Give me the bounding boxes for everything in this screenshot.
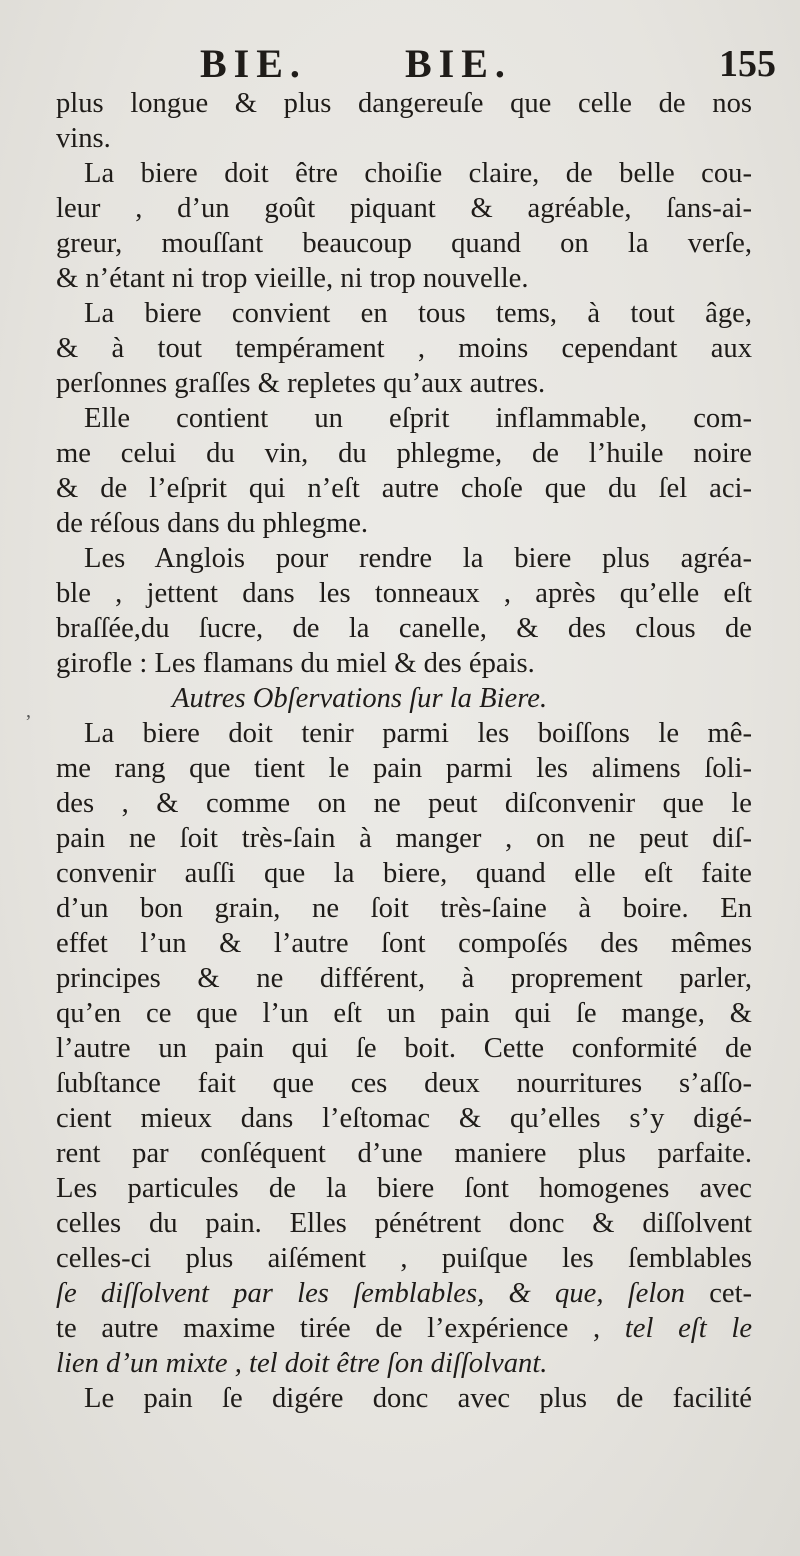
text-line: leur , d’un goût piquant & agréable, ſans-ai- xyxy=(56,193,752,224)
body-text xyxy=(56,86,752,1416)
text-line: qu’en ce que l’un eſt un pain qui ſe mange, & xyxy=(56,998,752,1029)
text-line: des , & comme on ne peut diſconvenir que le xyxy=(56,788,752,819)
text-line: principes & ne différent, à proprement parler, xyxy=(56,963,752,994)
text-line: celles-ci plus aiſément , puiſque les ſemblables xyxy=(56,1243,752,1274)
text-line: vins. xyxy=(56,123,111,154)
text-line: La biere doit tenir parmi les boiſſons le mê- xyxy=(84,718,752,749)
text-line: ble , jettent dans les tonneaux , après qu’elle eſt xyxy=(56,578,752,609)
page-header xyxy=(0,40,800,90)
text-line: cient mieux dans l’eſtomac & qu’elles s’y digé- xyxy=(56,1103,752,1134)
page-number: 155 xyxy=(719,43,776,85)
text-line: La biere doit être choiſie claire, de belle cou- xyxy=(84,158,752,189)
text-line: rent par conſéquent d’une maniere plus parfaite. xyxy=(56,1138,752,1169)
text-line: ſe diſſolvent par les ſemblables, & que, ſelon cet- xyxy=(56,1278,752,1309)
text-line: l’autre un pain qui ſe boit. Cette conformité de xyxy=(56,1033,752,1064)
text-line: perſonnes graſſes & repletes qu’aux autres. xyxy=(56,368,546,399)
text-line: & de l’eſprit qui n’eſt autre choſe que du ſel aci- xyxy=(56,473,752,504)
text-line: effet l’un & l’autre ſont compoſés des mêmes xyxy=(56,928,752,959)
text-line: greur, mouſſant beaucoup quand on la verſe, xyxy=(56,228,752,259)
margin-mark: , xyxy=(26,700,31,722)
running-head-left: BIE. xyxy=(200,41,307,86)
text-line: La biere convient en tous tems, à tout âge, xyxy=(84,298,752,329)
text-line: te autre maxime tirée de l’expérience , tel eſt le xyxy=(56,1313,752,1344)
text-line: pain ne ſoit très-ſain à manger , on ne peut diſ- xyxy=(56,823,752,854)
text-line: Le pain ſe digére donc avec plus de facilité xyxy=(84,1383,752,1414)
text-line: de réſous dans du phlegme. xyxy=(56,508,369,539)
text-line: d’un bon grain, ne ſoit très-ſaine à boire. En xyxy=(56,893,752,924)
section-heading: Autres Obſervations ſur la Biere. xyxy=(172,683,548,714)
text-line: convenir auſſi que la biere, quand elle eſt faite xyxy=(56,858,752,889)
text-line: ſubſtance fait que ces deux nourritures s’aſſo- xyxy=(56,1068,752,1099)
text-line: celles du pain. Elles pénétrent donc & diſſolvent xyxy=(56,1208,752,1239)
text-line: & n’étant ni trop vieille, ni trop nouvelle. xyxy=(56,263,529,294)
text-line: me rang que tient le pain parmi les alimens ſoli- xyxy=(56,753,752,784)
text-line: plus longue & plus dangereuſe que celle de nos xyxy=(56,88,752,119)
text-line: braſſée,du ſucre, de la canelle, & des clous de xyxy=(56,613,752,644)
text-line: & à tout tempérament , moins cependant aux xyxy=(56,333,752,364)
text-line: lien d’un mixte , tel doit être ſon diſſolvant. xyxy=(56,1348,548,1379)
text-line: girofle : Les flamans du miel & des épais. xyxy=(56,648,535,679)
text-line: me celui du vin, du phlegme, de l’huile noire xyxy=(56,438,752,469)
text-line: Les Anglois pour rendre la biere plus agréa- xyxy=(84,543,752,574)
running-head-right: BIE. xyxy=(405,41,512,86)
text-line: Les particules de la biere ſont homogenes avec xyxy=(56,1173,752,1204)
text-line: Elle contient un eſprit inflammable, com- xyxy=(84,403,752,434)
